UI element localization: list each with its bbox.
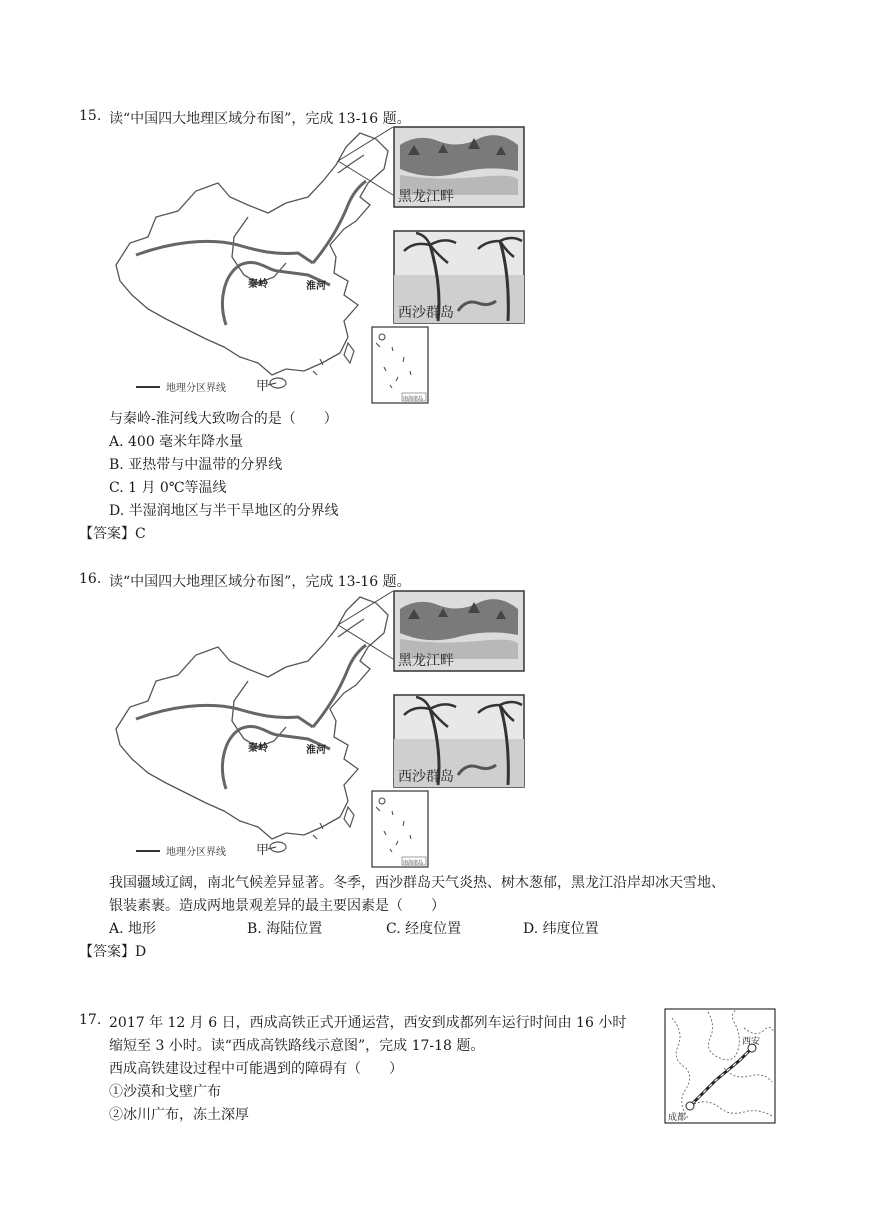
region-boundary-lines xyxy=(136,181,366,325)
q17-item1: ①沙漠和戈壁广布 xyxy=(109,1084,221,1100)
photo1-label: 黑龙江畔 xyxy=(398,189,454,205)
q17-question: 西成高铁建设过程中可能遇到的障碍有（ ） xyxy=(109,1061,403,1077)
xian-label: 西安 xyxy=(742,1037,761,1047)
photo-heilongjiang xyxy=(394,591,524,671)
south-china-sea-inset xyxy=(372,327,428,403)
photo-xisha xyxy=(394,695,524,787)
legend-label: 地理分区界线 xyxy=(166,847,226,858)
inset-label: 南海诸岛 xyxy=(403,396,424,402)
china-regions-map-figure xyxy=(108,125,528,405)
q16-question-line1: 我国疆域辽阔，南北气候差异显著。冬季，西沙群岛天气炎热、树木葱郁，黑龙江沿岸却冰天雪地、 xyxy=(109,875,725,891)
q17-number: 17. xyxy=(79,1012,102,1028)
q15-question: 与秦岭-淮河线大致吻合的是（ ） xyxy=(109,411,338,427)
q15-option-a: A. 400 毫米年降水量 xyxy=(109,434,244,450)
q15-option-d: D. 半湿润地区与半干旱地区的分界线 xyxy=(109,503,339,519)
q15-option-c: C. 1 月 0℃等温线 xyxy=(109,480,227,496)
inset-label: 南海诸岛 xyxy=(403,860,424,866)
q15-answer: 【答案】C xyxy=(79,526,146,542)
q15-number: 15. xyxy=(79,108,102,124)
q16-option-a: A. 地形 xyxy=(109,921,157,937)
q16-number: 16. xyxy=(79,571,102,587)
q16-stem: 读“中国四大地理区域分布图”，完成 13-16 题。 xyxy=(109,574,411,590)
q15-option-b: B. 亚热带与中温带的分界线 xyxy=(109,457,283,473)
chengdu-label: 成都 xyxy=(668,1113,687,1123)
photo2-label: 西沙群岛 xyxy=(398,769,454,785)
xicheng-railway-map xyxy=(664,1008,776,1124)
q17-line2: 缩短至 3 小时。读“西成高铁路线示意图”，完成 17-18 题。 xyxy=(109,1038,485,1054)
photo-xisha xyxy=(394,231,524,323)
jia-label: 甲 xyxy=(256,843,270,858)
photo-heilongjiang xyxy=(394,127,524,207)
q16-option-d: D. 纬度位置 xyxy=(523,921,599,937)
qinling-label: 秦岭 xyxy=(248,743,268,754)
china-outline xyxy=(116,597,388,839)
huaihe-label: 淮河 xyxy=(306,745,326,756)
q15-stem: 读“中国四大地理区域分布图”，完成 13-16 题。 xyxy=(109,111,411,127)
q17-line1: 2017 年 12 月 6 日，西成高铁正式开通运营，西安到成都列车运行时间由 16 小时 xyxy=(109,1015,627,1031)
china-regions-map-figure-2 xyxy=(108,589,528,869)
chengdu-marker xyxy=(686,1102,694,1110)
q16-option-b: B. 海陆位置 xyxy=(247,921,323,937)
jia-label: 甲 xyxy=(256,379,270,394)
china-outline xyxy=(116,133,388,375)
photo2-label: 西沙群岛 xyxy=(398,305,454,321)
south-china-sea-inset xyxy=(372,791,428,867)
qinling-label: 秦岭 xyxy=(248,279,268,290)
q16-question-line2: 银装素裹。造成两地景观差异的最主要因素是（ ） xyxy=(109,898,445,914)
region-boundary-lines xyxy=(136,645,366,789)
q16-answer: 【答案】D xyxy=(79,944,147,960)
q16-option-c: C. 经度位置 xyxy=(386,921,462,937)
huaihe-label: 淮河 xyxy=(306,281,326,292)
legend-label: 地理分区界线 xyxy=(166,383,226,394)
photo1-label: 黑龙江畔 xyxy=(398,653,454,669)
q17-item2: ②冰川广布，冻土深厚 xyxy=(109,1107,249,1123)
